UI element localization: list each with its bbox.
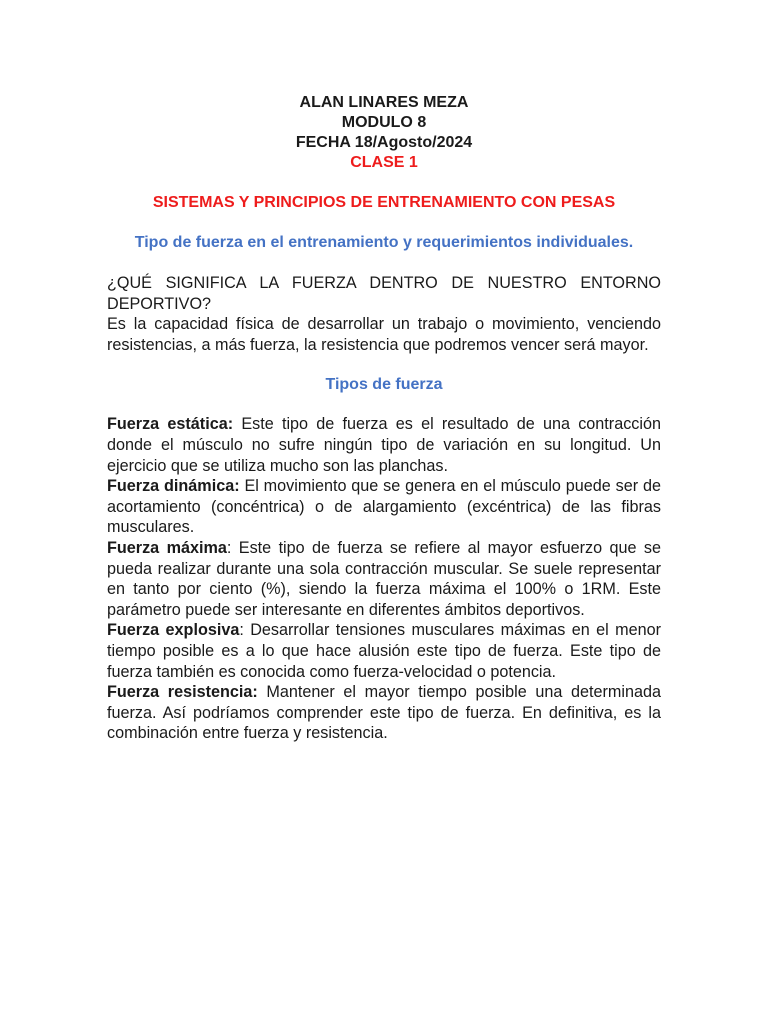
types-heading: Tipos de fuerza (325, 376, 443, 394)
type-term: Fuerza estática: (107, 415, 234, 434)
type-term: Fuerza máxima (107, 538, 227, 557)
question-paragraph: ¿QUÉ SIGNIFICA LA FUERZA DENTRO DE NUESTRO ENTORNO DEPORTIVO? (107, 274, 661, 313)
type-term: Fuerza explosiva (107, 621, 240, 640)
type-paragraph-static (107, 414, 661, 476)
type-paragraph-resistance (107, 682, 661, 744)
type-text: El movimiento que se genera en el músculo puede ser de acortamiento (concéntrica) o de alargamiento (excéntrica) de las fibras musculares. (107, 477, 661, 537)
type-paragraph-maximum (107, 538, 661, 620)
document-title: SISTEMAS Y PRINCIPIOS DE ENTRENAMIENTO CON PESAS (152, 194, 616, 211)
document-header (107, 93, 661, 173)
type-text: Mantener el mayor tiempo posible una determinada fuerza. Así podríamos comprender este tipo de fuerza. En definitiva, es la combinación entre fuerza y resistencia. (107, 683, 661, 743)
type-text: : Este tipo de fuerza se refiere al mayor esfuerzo que se pueda realizar durante una sola contracción muscular. Se suele representar en tanto por ciento (%), siendo la fuerza máxima el 100% o 1RM. Este parámetro puede ser interesante en diferentes ámbitos deportivos. (107, 538, 661, 619)
type-term: Fuerza resistencia: (107, 683, 258, 702)
module-label: MODULO 8 (341, 114, 427, 131)
date-label: FECHA 18/Agosto/2024 (295, 134, 473, 151)
type-paragraph-explosive (107, 620, 661, 682)
type-paragraph-dynamic (107, 476, 661, 538)
author-name: ALAN LINARES MEZA (299, 94, 469, 111)
type-text: : Desarrollar tensiones musculares máximas en el menor tiempo posible es a lo que hace alusión este tipo de fuerza. Este tipo de fuerza también es conocida como fuerza-velocidad o potencia. (107, 621, 661, 681)
definition-paragraph: Es la capacidad física de desarrollar un trabajo o movimiento, venciendo resistencias, a más fuerza, la resistencia que podremos vencer será mayor. (107, 315, 661, 354)
document-page (107, 93, 661, 744)
class-label: CLASE 1 (350, 154, 418, 171)
document-subtitle: Tipo de fuerza en el entrenamiento y requerimientos individuales. (134, 234, 634, 251)
type-text: Este tipo de fuerza es el resultado de una contracción donde el músculo no sufre ningún tipo de variación en su longitud. Un ejercicio que se utiliza mucho son las planchas. (107, 415, 661, 475)
type-term: Fuerza dinámica: (107, 477, 240, 496)
